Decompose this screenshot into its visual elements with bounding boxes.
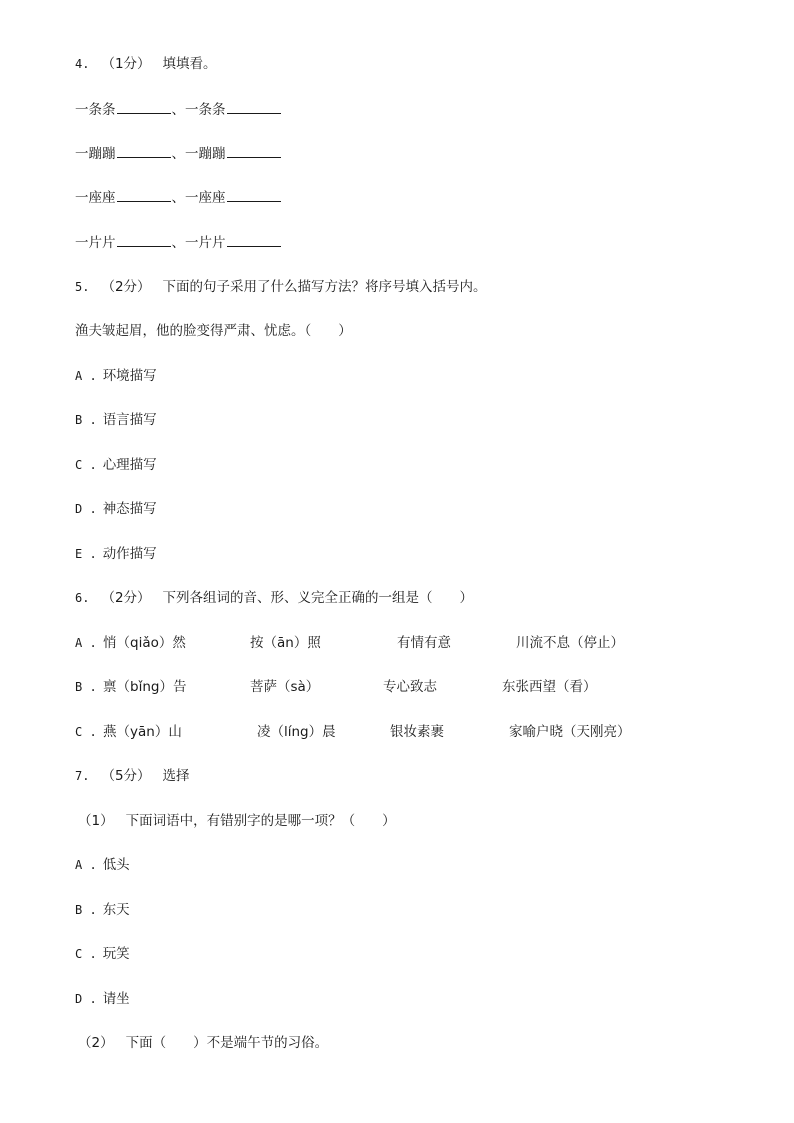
question-score: （2分） [101,590,151,606]
option-letter: C . [75,458,97,472]
question-sentence: 渔夫皱起眉，他的脸变得严肃、忧虑。（ ） [75,323,352,339]
option-text: 心理描写 [102,457,157,473]
option-letter: D . [75,502,97,516]
question-stem: 选择 [162,768,190,784]
separator: 、 [171,235,185,251]
question-stem: 下列各组词的音、形、义完全正确的一组是（ ） [162,590,474,606]
question-stem: 下面的句子采用了什么描写方法？将序号填入括号内。 [162,279,487,295]
option-text: 动作描写 [102,546,157,562]
answer-blank[interactable] [227,99,281,114]
answer-blank[interactable] [227,187,281,202]
option-word: 有情有意 [397,635,451,651]
fill-prefix: 一条条 [75,102,116,118]
question-score: （1分） [101,56,151,72]
option-a[interactable] [75,855,130,875]
question-5-header [75,277,487,297]
option-letter: B . [75,903,97,917]
option-letter: A . [75,636,97,650]
question-score: （2分） [101,279,151,295]
option-b[interactable] [75,410,157,430]
option-a[interactable] [75,633,715,653]
question-6-header [75,588,473,608]
fill-row [75,99,282,119]
fill-prefix: 一片片 [185,235,226,251]
option-d[interactable] [75,499,157,519]
fill-prefix: 一蹦蹦 [75,146,116,162]
option-text: 低头 [102,857,130,873]
question-number: 5. [75,280,90,294]
option-letter: B . [75,680,97,694]
option-letter: C . [75,947,97,961]
option-b[interactable] [75,677,715,697]
subquestion-1 [78,811,396,831]
option-letter: A . [75,369,97,383]
fill-prefix: 一条条 [185,102,226,118]
question-7-header [75,766,190,786]
fill-prefix: 一片片 [75,235,116,251]
option-text: 神态描写 [102,501,157,517]
separator: 、 [171,146,185,162]
option-c[interactable] [75,455,157,475]
option-word: 禀（bǐng）告 [103,679,187,695]
option-b[interactable] [75,900,130,920]
option-word: 按（ān）照 [250,635,321,651]
question-number: 6. [75,591,90,605]
question-4-header [75,54,217,74]
answer-blank[interactable] [117,187,171,202]
fill-row [75,232,282,252]
separator: 、 [171,190,185,206]
fill-prefix: 一座座 [75,190,116,206]
fill-prefix: 一蹦蹦 [185,146,226,162]
option-text: 语言描写 [102,412,157,428]
option-word: 川流不息（停止） [516,635,624,651]
option-letter: B . [75,413,97,427]
option-a[interactable] [75,366,157,386]
question-number: 7. [75,769,90,783]
question-score: （5分） [101,768,151,784]
option-word: 凌（líng）晨 [257,724,336,740]
option-c[interactable] [75,944,130,964]
fill-prefix: 一座座 [185,190,226,206]
option-word: 东张西望（看） [502,679,597,695]
option-text: 环境描写 [102,368,157,384]
option-letter: A . [75,858,97,872]
subquestion-label: （1） [78,813,114,829]
answer-blank[interactable] [227,143,281,158]
option-letter: E . [75,547,97,561]
option-letter: D . [75,992,97,1006]
fill-row [75,143,282,163]
answer-blank[interactable] [117,99,171,114]
option-d[interactable] [75,989,130,1009]
option-e[interactable] [75,544,157,564]
answer-blank[interactable] [117,232,171,247]
answer-blank[interactable] [117,143,171,158]
question-stem: 填填看。 [162,56,217,72]
option-word: 银妆素裹 [390,724,444,740]
option-c[interactable] [75,722,715,742]
option-word: 家喻户晓（天刚亮） [509,724,631,740]
option-text: 东天 [102,902,130,918]
option-word: 悄（qiǎo）然 [103,635,186,651]
separator: 、 [171,102,185,118]
subquestion-2 [78,1033,328,1053]
option-letter: C . [75,725,97,739]
subquestion-stem: 下面（ ）不是端午节的习俗。 [125,1035,329,1051]
option-word: 专心致志 [383,679,437,695]
option-word: 菩萨（sà） [250,679,320,695]
option-word: 燕（yān）山 [103,724,182,740]
fill-row [75,187,282,207]
option-text: 玩笑 [102,946,130,962]
option-text: 请坐 [102,991,130,1007]
question-number: 4. [75,57,90,71]
subquestion-stem: 下面词语中，有错别字的是哪一项？（ ） [125,813,396,829]
answer-blank[interactable] [227,232,281,247]
subquestion-label: （2） [78,1035,114,1051]
